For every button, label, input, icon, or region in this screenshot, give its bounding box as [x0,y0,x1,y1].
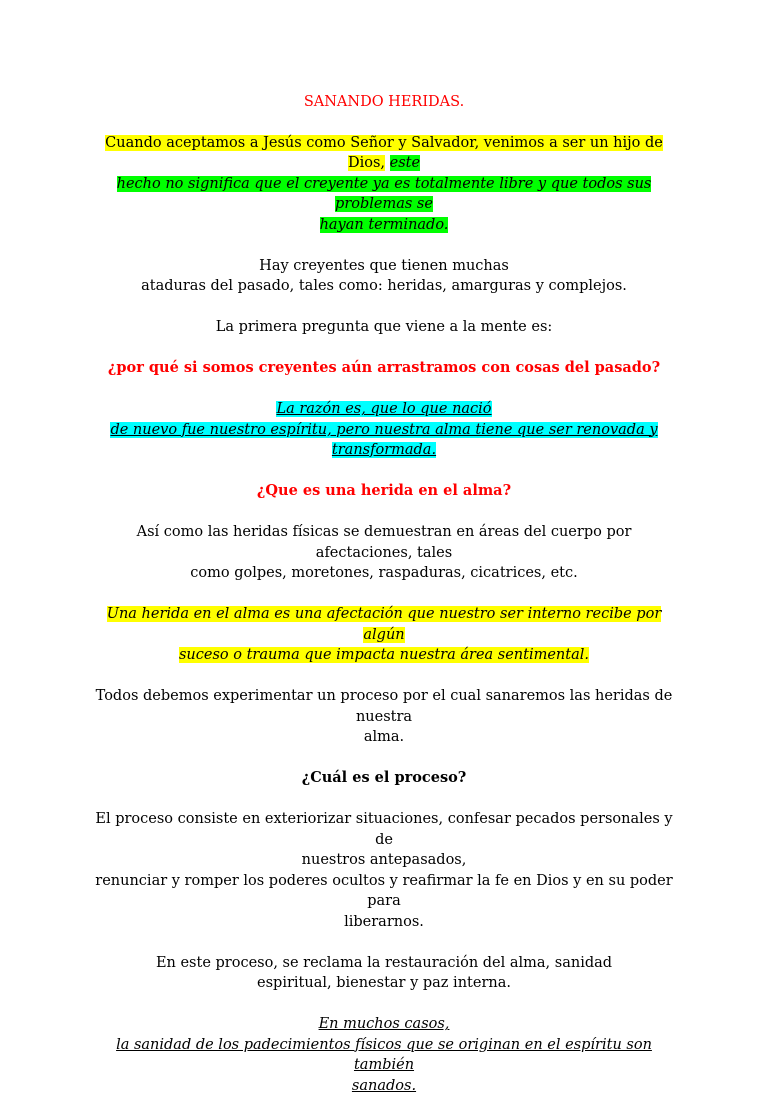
paragraph-first-question: La primera pregunta que viene a la mente es: [215,319,553,335]
process-line-1: El proceso consiste en exteriorizar situaciones, confesar pecados personales y de [95,811,673,848]
paragraph-process-need [90,686,678,748]
intro-green-highlight-l3: hayan terminado. [319,216,449,233]
reason-line-1: La razón es, que lo que nació [276,401,492,417]
believers-line-2: ataduras del pasado, tales como: heridas, amarguras y complejos. [141,278,627,294]
paragraph-reason [90,399,678,461]
question-past: ¿por qué si somos creyentes aún arrastramos con cosas del pasado? [107,359,661,376]
process-need-line-1: Todos debemos experimentar un proceso por el cual sanaremos las heridas de nuestra [95,688,673,725]
healing-line-3: sanados. [351,1077,417,1094]
restoration-line-2: espiritual, bienestar y paz interna. [257,975,511,991]
soul-line-1: Una herida en el alma es una afectación que nuestro ser interno recibe por algún [106,606,662,643]
reason-line-2: de nuevo fue nuestro espíritu, pero nuestra alma tiene que ser renovada y [110,421,658,438]
question-wound: ¿Que es una herida en el alma? [256,482,512,499]
healing-line-1: En muchos casos, [318,1016,450,1032]
healing-line-2: la sanidad de los padecimientos físicos que se originan en el espíritu son también [116,1036,652,1073]
paragraph-process [90,809,678,932]
paragraph-healing [90,1014,678,1096]
intro-yellow-highlight: Cuando aceptamos a Jesús como Señor y Salvador, venimos a ser un hijo de Dios, [105,134,663,171]
restoration-line-1: En este proceso, se reclama la restauración del alma, sanidad [155,954,613,971]
process-need-line-2: alma. [363,729,405,745]
believers-line-1: Hay creyentes que tienen muchas [259,257,509,274]
reason-line-3: transformada. [331,442,437,458]
process-line-2: nuestros antepasados, [301,852,467,868]
paragraph-soul-wound [90,604,678,666]
document-body [90,92,678,1096]
soul-line-2: suceso o trauma que impacta nuestra área sentimental. [178,647,589,663]
document-title: SANANDO HERIDAS. [303,94,465,110]
intro-green-highlight-l2: hecho no significa que el creyente ya es totalmente libre y que todos sus problemas se [116,175,652,212]
process-line-4: liberarnos. [344,913,424,930]
paragraph-restoration [90,953,678,994]
physical-line-1: Así como las heridas físicas se demuestran en áreas del cuerpo por afectaciones, tales [136,524,632,561]
question-process: ¿Cuál es el proceso? [301,769,467,786]
paragraph-believers [90,256,678,297]
process-line-3: renunciar y romper los poderes ocultos y reafirmar la fe en Dios y en su poder para [95,872,673,909]
paragraph-physical-wounds [90,522,678,584]
paragraph-intro [90,133,678,236]
intro-green-highlight-l1: este [389,155,421,171]
physical-line-2: como golpes, moretones, raspaduras, cicatrices, etc. [190,565,578,581]
